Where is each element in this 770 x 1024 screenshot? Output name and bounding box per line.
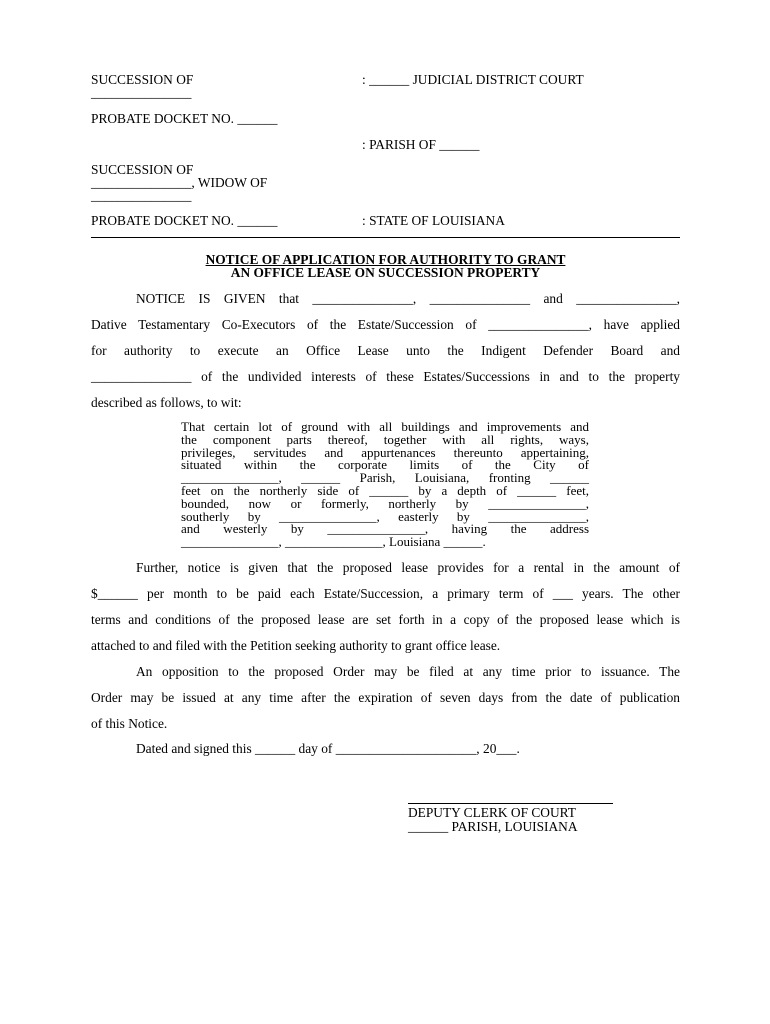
property-desc-line: southerly by _______________, easterly by _______________, bbox=[181, 508, 589, 524]
caption-probate-docket-2: PROBATE DOCKET NO. ______ bbox=[91, 213, 278, 228]
rental-line-1: Further, notice is given that the proposed lease provides for a rental in the amount of bbox=[136, 560, 680, 575]
signature-parish: ______ PARISH, LOUISIANA bbox=[408, 819, 578, 834]
caption-parish: : PARISH OF ______ bbox=[362, 137, 480, 152]
caption-widow-of: _______________, WIDOW OF bbox=[91, 175, 268, 190]
property-desc-line: _______________, ______ Parish, Louisiana, fronting ______ bbox=[181, 470, 589, 486]
notice-line-5: described as follows, to wit: bbox=[91, 395, 242, 410]
deputy-clerk-title: DEPUTY CLERK OF COURT bbox=[408, 805, 576, 820]
property-desc-line: and westerly by _______________, having the address bbox=[181, 521, 589, 537]
opposition-line-3: of this Notice. bbox=[91, 716, 168, 731]
property-desc-line: bounded, now or formerly, northerly by _______________, bbox=[181, 495, 589, 511]
caption-blank-2: _______________ bbox=[91, 188, 192, 203]
caption-divider bbox=[91, 237, 680, 238]
title-line-2: AN OFFICE LEASE ON SUCCESSION PROPERTY bbox=[230, 265, 541, 280]
rental-line-4: attached to and filed with the Petition seeking authority to grant office lease. bbox=[91, 638, 501, 653]
caption-court: : ______ JUDICIAL DISTRICT COURT bbox=[362, 72, 584, 87]
property-desc-line: the component parts thereof, together with all rights, ways, bbox=[181, 431, 589, 447]
property-desc-line: feet on the northerly side of ______ by a depth of ______ feet, bbox=[181, 483, 589, 498]
caption-state: : STATE OF LOUISIANA bbox=[362, 213, 505, 228]
signature-line bbox=[408, 803, 613, 804]
property-desc-line: That certain lot of ground with all buildings and improvements and bbox=[181, 419, 589, 434]
caption-blank-1: _______________ bbox=[91, 85, 192, 100]
notice-line-2: Dative Testamentary Co-Executors of the Estate/Succession of _______________, have applied bbox=[91, 317, 680, 332]
notice-line-4: _______________ of the undivided interests of these Estates/Successions in and to the property bbox=[91, 369, 680, 384]
rental-line-3: terms and conditions of the proposed lease are set forth in a copy of the proposed lease which is bbox=[91, 612, 680, 627]
property-desc-line: privileges, servitudes and appurtenances thereunto appertaining, bbox=[181, 444, 589, 460]
caption-succession-2: SUCCESSION OF bbox=[91, 162, 194, 177]
opposition-line-2: Order may be issued at any time after the expiration of seven days from the date of publication bbox=[91, 690, 680, 705]
dated-signed-line: Dated and signed this ______ day of _____________________, 20___. bbox=[136, 741, 520, 756]
caption-probate-docket-1: PROBATE DOCKET NO. ______ bbox=[91, 111, 278, 126]
rental-line-2: $______ per month to be paid each Estate/Succession, a primary term of ___ years. The other bbox=[91, 586, 680, 601]
notice-line-3: for authority to execute an Office Lease unto the Indigent Defender Board and bbox=[91, 343, 680, 358]
property-desc-line: _______________, _______________, Louisiana ______. bbox=[181, 534, 486, 550]
notice-line-1: NOTICE IS GIVEN that _______________, _______________ and _______________, bbox=[136, 291, 680, 306]
opposition-line-1: An opposition to the proposed Order may be filed at any time prior to issuance. The bbox=[136, 664, 680, 679]
title-line-1: NOTICE OF APPLICATION FOR AUTHORITY TO GRANT bbox=[205, 252, 566, 267]
property-desc-line: situated within the corporate limits of the City of bbox=[181, 457, 589, 473]
caption-succession-1: SUCCESSION OF bbox=[91, 72, 194, 87]
